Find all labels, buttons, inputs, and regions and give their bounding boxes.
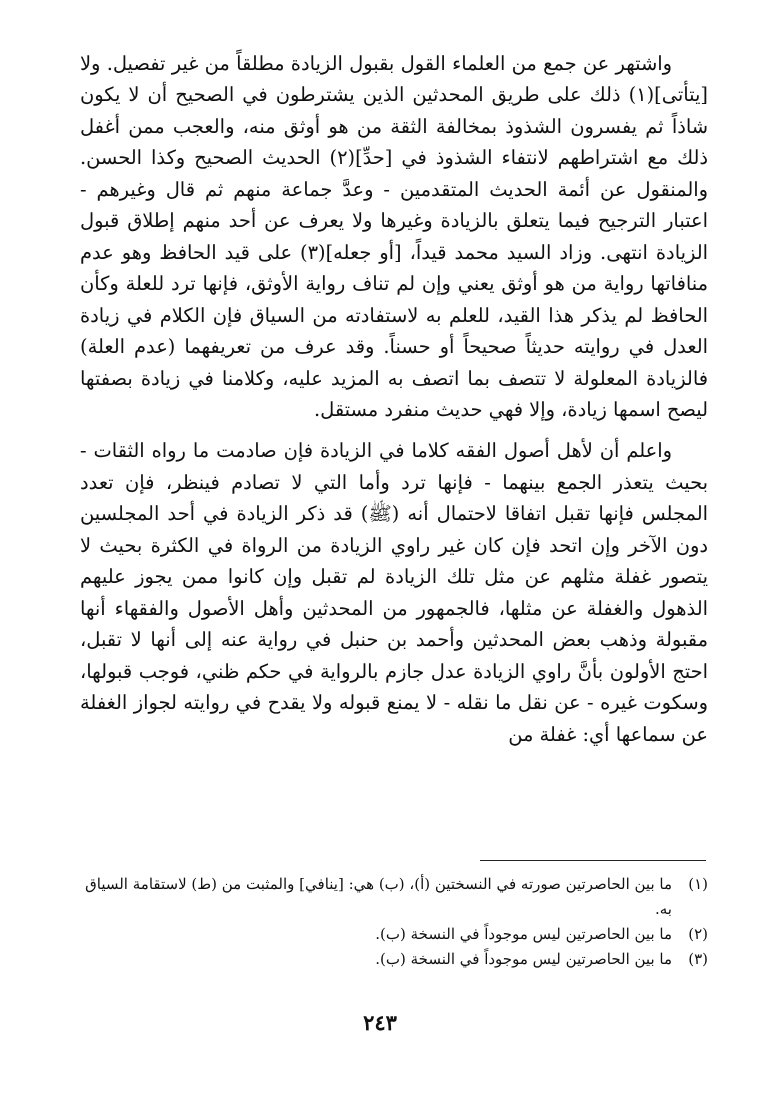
paragraph-2: واعلم أن لأهل أصول الفقه كلاما في الزيادة فإن صادمت ما رواه الثقات - بحيث يتعذر الجمع بينهما - فإنها ترد وأما التي لا تصادم فينظر، فإن تعدد المجلس فإنها تقبل اتفاقا لاحتمال أنه (ﷺ) قد ذكر الزيادة في أحد المجلسين دون الآخر وإن اتحد فإن كان غير راوي الزيادة من الرواة في الكثرة بحيث لا يتصور غفلة مثلهم عن مثل تلك الزيادة لم تقبل وإن كانوا ممن يجوز عليهم الذهول والغفلة عن مثلها، فالجمهور من المحدثين وأهل الأصول والفقهاء أنها مقبولة وذهب بعض المحدثين وأحمد بن حنبل في رواية عنه إلى أنها لا تقبل، احتج الأولون بأنَّ راوي الزيادة عدل جازم بالرواية في حكم ظني، فوجب قبولها، وسكوت غيره - عن نقل ما نقله - لا يمنع قبوله ولا يقدح في روايته لجواز الغفلة عن سماعها أي: غفلة من [80,439,708,746]
footnote-1 [80,872,708,922]
paragraph-1: واشتهر عن جمع من العلماء القول بقبول الزيادة مطلقاً من غير تفصيل. ولا [يتأتى](١) ذلك على طريق المحدثين الذين يشترطون في الصحيح أن لا يكون شاذاً ثم يفسرون الشذوذ بمخالفة الثقة من هو أوثق منه، والعجب ممن أغفل ذلك مع اشتراطهم لانتفاء الشذوذ في [حدِّ](٢) الحديث الصحيح وكذا الحسن. والمنقول عن أئمة الحديث المتقدمين - وعدَّ جماعة منهم ثم قال وغيرهم - اعتبار الترجيح فيما يتعلق بالزيادة وغيرها ولا يعرف عن أحد منهم إطلاق قبول الزيادة انتهى. وزاد السيد محمد قيداً، [أو جعله](٣) على قيد الحافظ وهو عدم منافاتها رواية من هو أوثق يعني وإن لم تناف رواية الأوثق، فإنها ترد للعلة وكأن الحافظ لم يذكر هذا القيد، للعلم به لاستفادته من السياق فإن الكلام في زيادة العدل في روايته حديثاً صحيحاً أو حسناً. وقد عرف من تعريفهما (عدم العلة) فالزيادة المعلولة لا تتصف بما اتصف به المزيد عليه، وكلامنا في زيادة بصفتها ليصح اسمها زيادة، وإلا فهي حديث منفرد مستقل. [80,52,708,421]
footnote-number: (١) [688,875,708,893]
page-number: ٢٤٣ [363,1010,397,1035]
footnote-number: (٣) [688,950,708,968]
footnote-3 [80,947,708,972]
page-body [80,48,708,750]
footnote-2 [80,922,708,947]
footnote-number: (٢) [688,925,708,943]
footnote-divider [480,860,706,861]
main-text [80,48,708,750]
footnotes [80,872,708,972]
footnote-text: ما بين الحاصرتين ليس موجوداً في النسخة (ب). [375,925,672,943]
footnote-text: ما بين الحاصرتين ليس موجوداً في النسخة (ب). [375,950,672,968]
footnote-text: ما بين الحاصرتين صورته في النسختين (أ)، (ب) هي: [ينافي] والمثبت من (ط) لاستقامة السياق به. [85,875,672,918]
